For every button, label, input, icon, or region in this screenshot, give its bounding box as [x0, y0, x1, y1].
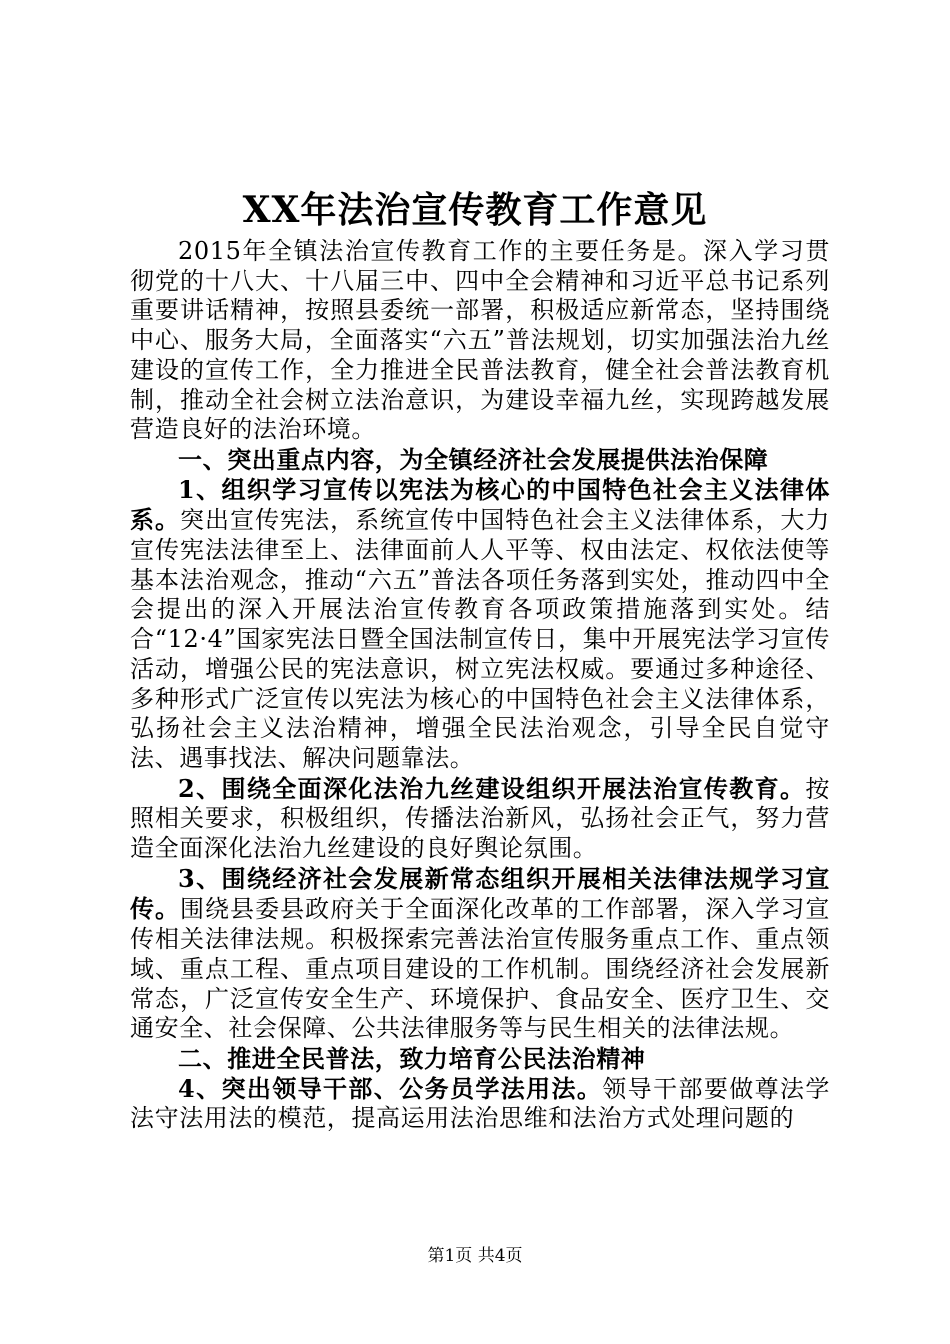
paragraph-item-1 — [130, 475, 830, 774]
paragraph-text: 按照相关要求，积极组织，传播法治新风，弘扬社会正气，努力营造全面深化法治九丝建设的良好舆论氛围。 — [130, 774, 830, 863]
paragraph-lead: 2、围绕全面深化法治九丝建设组织开展法治宣传教育。 — [178, 773, 806, 803]
paragraph-item-4 — [130, 1074, 830, 1134]
section-heading-1 — [130, 445, 830, 475]
document-title: XX年法治宣传教育工作意见 — [242, 189, 708, 231]
paragraph-text: 领导干部要做尊法学法守法用法的模范，提高运用法治思维和法治方式处理问题的 — [130, 1074, 830, 1133]
section-heading-2 — [130, 1044, 830, 1074]
page-number: 第1页 共4页 — [427, 1246, 523, 1266]
paragraph-item-2 — [130, 774, 830, 864]
paragraph-intro — [130, 236, 830, 445]
paragraph-lead: 4、突出领导干部、公务员学法用法。 — [178, 1073, 603, 1103]
paragraph-lead: 3、围绕经济社会发展新常态组织开展相关法律法规学习宣传。 — [130, 863, 830, 924]
paragraph-text: 突出宣传宪法，系统宣传中国特色社会主义法律体系，大力宣传宪法法律至上、法律面前人人平等、权由法定、权依法使等基本法治观念，推动“六五”普法各项任务落到实处，推动四中全会提出的深入开展法治宣传教育各项政策措施落到实处。结合“12·4”国家宪法日暨全国法制宣传日，集中开展宪法学习宣传活动，增强公民的宪法意识，树立宪法权威。要通过多种途径、多种形式广泛宣传以宪法为核心的中国特色社会主义法律体系，弘扬社会主义法治精神，增强全民法治观念，引导全民自觉守法、遇事找法、解决问题靠法。 — [130, 506, 830, 772]
paragraph-item-3 — [130, 864, 830, 1044]
paragraph-lead: 1、组织学习宣传以宪法为核心的中国特色社会主义法律体系。 — [130, 474, 830, 535]
page-footer — [0, 1246, 950, 1266]
paragraph-text: 2015年全镇法治宣传教育工作的主要任务是。深入学习贯彻党的十八大、十八届三中、四中全会精神和习近平总书记系列重要讲话精神，按照县委统一部署，积极适应新常态，坚持围绕中心、服务大局，全面落实“六五”普法规划，切实加强法治九丝建设的宣传工作，全力推进全民普法教育，健全社会普法教育机制，推动全社会树立法治意识，为建设幸福九丝，实现跨越发展营造良好的法治环境。 — [130, 237, 830, 444]
section-heading-text: 二、推进全民普法，致力培育公民法治精神 — [178, 1043, 646, 1073]
document-body — [130, 236, 830, 1134]
section-heading-text: 一、突出重点内容，为全镇经济社会发展提供法治保障 — [178, 444, 769, 474]
paragraph-text: 围绕县委县政府关于全面深化改革的工作部署，深入学习宣传相关法律法规。积极探索完善法治宣传服务重点工作、重点领域、重点工程、重点项目建设的工作机制。围绕经济社会发展新常态，广泛宣传安全生产、环境保护、食品安全、医疗卫生、交通安全、社会保障、公共法律服务等与民生相关的法律法规。 — [130, 895, 830, 1043]
